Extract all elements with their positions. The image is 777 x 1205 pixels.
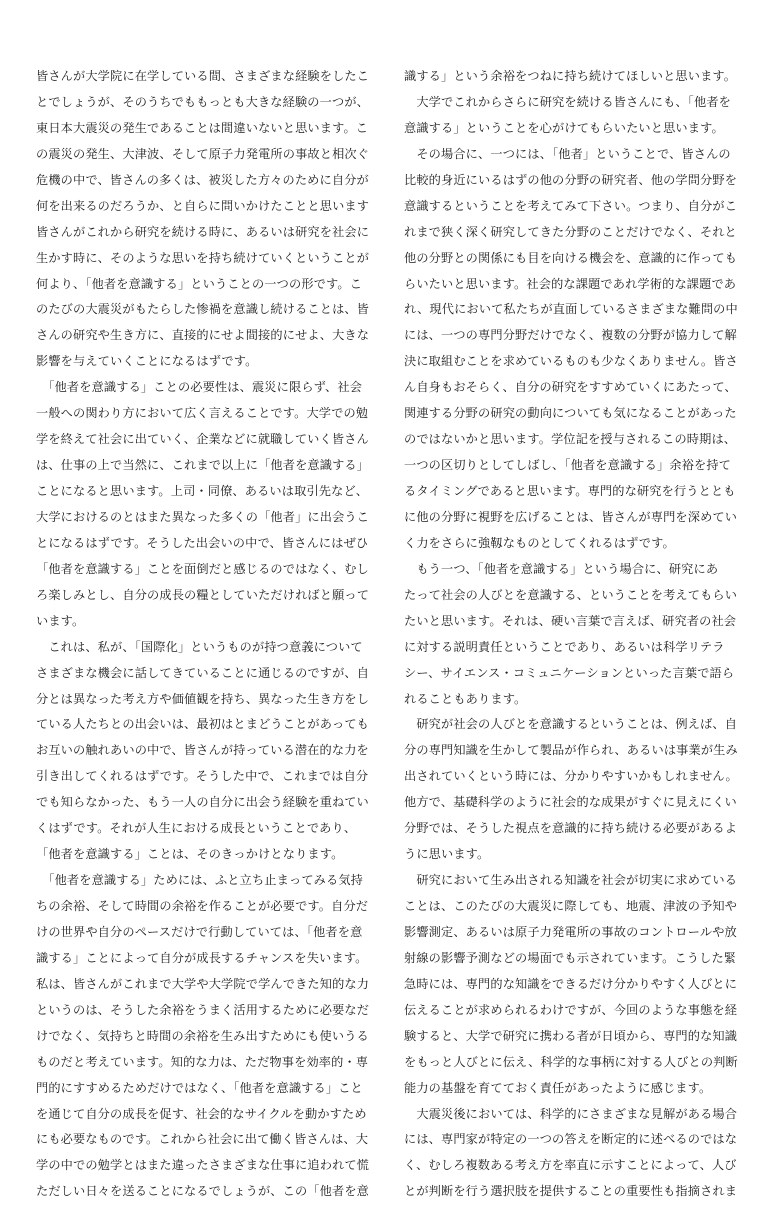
- text-line: たいと思います。それは、硬い言葉で言えば、研究者の社会: [404, 613, 737, 628]
- text-line: 伝えることが求められるわけですが、今回のような事態を経: [404, 1002, 738, 1017]
- text-line: 東日本大震災の発生であることは間違いないと思います。こ: [36, 120, 369, 135]
- text-line: 分野では、そうした視点を意識的に持ち続ける必要があるよ: [404, 821, 738, 836]
- text-line: けの世界や自分のペースだけで行動していては、「他者を意: [36, 924, 363, 939]
- text-line: とが判断を行う選択肢を提供することの重要性も指摘されま: [404, 1184, 738, 1199]
- text-line: これは、私が、「国際化」というものが持つ意義について: [36, 639, 363, 654]
- text-line: のではないかと思います。学位記を授与されるこの時期は、: [404, 432, 737, 447]
- text-line: うに思います。: [404, 847, 490, 862]
- text-line: 研究において生み出される知識を社会が切実に求めている: [404, 873, 738, 888]
- text-line: 験すると、大学で研究に携わる者が日頃から、専門的な知識: [404, 1028, 738, 1043]
- text-line: 「他者を意識する」ことの必要性は、震災に限らず、社会: [36, 380, 363, 395]
- text-line: 「他者を意識する」ことを面倒だと感じるのではなく、むし: [36, 561, 369, 576]
- text-line: 比較的身近にいるはずの他の分野の研究者、他の学問分野を: [404, 172, 738, 187]
- text-line: 私は、皆さんがこれまで大学や大学院で学んできた知的な力: [36, 976, 370, 991]
- text-line: く、むしろ複数ある考え方を率直に示すことによって、人び: [404, 1158, 737, 1173]
- left-text-column: [36, 64, 372, 1205]
- text-line: らいたいと思います。社会的な課題であれ学術的な課題であ: [404, 276, 737, 291]
- text-line: のたびの大震災がもたらした惨禍を意識し続けることは、皆: [36, 302, 370, 317]
- text-line: ことは、このたびの大震災に際しても、地震、津波の予知や: [404, 899, 738, 913]
- text-line: ものだと考えています。知的な力は、ただ物事を効率的・専: [36, 1054, 369, 1069]
- text-line: たって社会の人びとを意識する、ということを考えてもらい: [404, 587, 738, 602]
- text-line: シー、サイエンス・コミュニケーションといった言葉で語ら: [404, 665, 735, 680]
- text-line: 「他者を意識する」ことは、そのきっかけとなります。: [36, 847, 344, 862]
- text-line: 出されていくという時には、分かりやすいかもしれません。: [404, 769, 738, 784]
- text-line: にも必要なものです。これから社会に出て働く皆さんは、大: [36, 1132, 369, 1147]
- text-line: けでなく、気持ちと時間の余裕を生み出すためにも使いうる: [36, 1028, 369, 1043]
- text-line: ことになると思います。上司・同僚、あるいは取引先など、: [36, 484, 369, 498]
- text-line: 引き出してくれるはずです。そうした中で、これまでは自分: [36, 769, 369, 784]
- text-line: をもっと人びとに伝え、科学的な事柄に対する人びとの判断: [404, 1054, 738, 1069]
- text-line: 識する」という余裕をつねに持ち続けてほしいと思います。: [404, 69, 737, 83]
- text-line: 皆さんがこれから研究を続ける時に、あるいは研究を社会に: [36, 224, 370, 239]
- text-line: 関連する分野の研究の動向についても気になることがあった: [404, 406, 737, 421]
- text-line: 意識する」ということを心がけてもらいたいと思います。: [404, 120, 724, 135]
- text-line: 研究が社会の人びとを意識するということは、例えば、自: [404, 717, 738, 732]
- text-line: とになるはずです。そうした出会いの中で、皆さんにはぜひ: [36, 535, 369, 550]
- text-line: 識する」ことによって自分が成長するチャンスを失います。: [36, 950, 368, 965]
- text-line: ん自身もおそらく、自分の研究をすすめていくにあたって、: [404, 380, 737, 395]
- text-line: 生かす時に、そのような思いを持ち続けていくということが: [36, 250, 370, 265]
- text-line: お互いの触れあいの中で、皆さんが持っている潜在的な力を: [36, 743, 369, 758]
- text-line: 急時には、専門的な知識をできるだけ分かりやすく人びとに: [404, 976, 738, 991]
- text-line: 大学におけるのとはまた異なった多くの「他者」に出会うこ: [36, 509, 370, 524]
- text-line: 分の専門知識を生かして製品が作られ、あるいは事業が生み: [404, 743, 738, 758]
- text-line: 門的にすすめるためだけではなく、「他者を意識する」こと: [36, 1080, 363, 1095]
- text-line: 他方で、基礎科学のように社会的な成果がすぐに見えにくい: [404, 795, 737, 810]
- text-line: でも知らなかった、もう一人の自分に出会う経験を重ねてい: [36, 795, 369, 810]
- text-line: 「他者を意識する」ためには、ふと立ち止まってみる気持: [36, 873, 364, 888]
- text-line: れ、現代において私たちが直面しているさまざまな難問の中: [404, 302, 738, 317]
- text-line: 学を終えて社会に出ていく、企業などに就職していく皆さん: [36, 432, 369, 447]
- text-line: その場合に、一つには、「他者」ということで、皆さんの: [404, 146, 731, 161]
- text-line: います。: [36, 613, 85, 628]
- text-line: 能力の基盤を育てておく責任があったように感じます。: [404, 1080, 712, 1095]
- text-line: 意識するということを考えてみて下さい。つまり、自分がこ: [404, 198, 738, 213]
- text-line: 大震災後においては、科学的にさまざまな見解がある場合: [404, 1106, 738, 1121]
- text-line: 皆さんが大学院に在学している間、さまざまな経験をしたこ: [36, 69, 370, 83]
- text-line: に対する説明責任ということであり、あるいは科学リテラ: [404, 639, 725, 654]
- text-line: 分とは異なった考え方や価値観を持ち、異なった生き方をし: [36, 691, 370, 706]
- text-line: ただしい日々を送ることになるでしょうが、この「他者を意: [36, 1184, 369, 1199]
- text-line: 大学でこれからさらに研究を続ける皆さんにも、「他者を: [404, 94, 732, 109]
- text-line: 危機の中で、皆さんの多くは、被災した方々のために自分が: [36, 172, 369, 187]
- text-line: く力をさらに強靱なものとしてくれるはずです。: [404, 535, 675, 550]
- text-line: というのは、そうした余裕をうまく活用するために必要なだ: [36, 1002, 370, 1017]
- text-line: に他の分野に視野を広げることは、皆さんが専門を深めてい: [404, 509, 738, 524]
- text-line: れることもあります。: [404, 691, 527, 706]
- text-line: さまざまな機会に話してきていることに通じるのですが、自: [36, 665, 370, 680]
- text-line: 一般への関わり方において広く言えることです。大学での勉: [36, 406, 369, 421]
- text-line: 影響測定、あるいは原子力発電所の事故のコントロールや放: [404, 924, 737, 939]
- text-line: は、仕事の上で当然に、これまで以上に「他者を意識する」: [36, 458, 370, 473]
- text-line: れまで狭く深く研究してきた分野のことだけでなく、それと: [404, 224, 737, 239]
- text-line: もう一つ、「他者を意識する」という場合に、研究にあ: [404, 561, 719, 576]
- text-line: とでしょうが、そのうちでももっとも大きな経験の一つが、: [36, 94, 369, 109]
- text-line: るタイミングであると思います。専門的な研究を行うととも: [404, 484, 736, 498]
- text-line: ちの余裕、そして時間の余裕を作ることが必要です。自分だ: [36, 899, 369, 913]
- text-line: ろ楽しみとし、自分の成長の糧としていただければと願って: [36, 587, 370, 602]
- text-line: 一つの区切りとしてしばし、「他者を意識する」余裕を持て: [404, 458, 732, 473]
- text-line: を通じて自分の成長を促す、社会的なサイクルを動かすため: [36, 1106, 367, 1121]
- text-line: 射線の影響予測などの場面でも示されています。こうした緊: [404, 950, 737, 965]
- text-line: の震災の発生、大津波、そして原子力発電所の事故と相次ぐ: [36, 146, 370, 161]
- text-line: 影響を与えていくことになるはずです。: [36, 354, 258, 369]
- text-line: 決に取組むことを求めているものも少なくありません。皆さ: [404, 354, 738, 369]
- text-line: 何を出来るのだろうか、と自らに問いかけたことと思います: [36, 198, 370, 213]
- text-line: さんの研究や生き方に、直接的にせよ間接的にせよ、大きな: [36, 328, 370, 343]
- text-line: 学の中での勉学とはまた違ったさまざまな仕事に追われて慌: [36, 1158, 370, 1173]
- text-line: には、専門家が特定の一つの答えを断定的に述べるのではな: [404, 1132, 738, 1147]
- text-line: くはずです。それが人生における成長ということであり、: [36, 821, 357, 836]
- right-text-column: [404, 64, 740, 1205]
- text-line: には、一つの専門分野だけでなく、複数の分野が協力して解: [404, 328, 737, 343]
- text-line: 何より、「他者を意識する」ということの一つの形です。こ: [36, 276, 363, 291]
- text-line: ている人たちとの出会いは、最初はとまどうことがあっても: [36, 717, 369, 732]
- text-line: 他の分野との関係にも目を向ける機会を、意識的に作っても: [404, 250, 738, 265]
